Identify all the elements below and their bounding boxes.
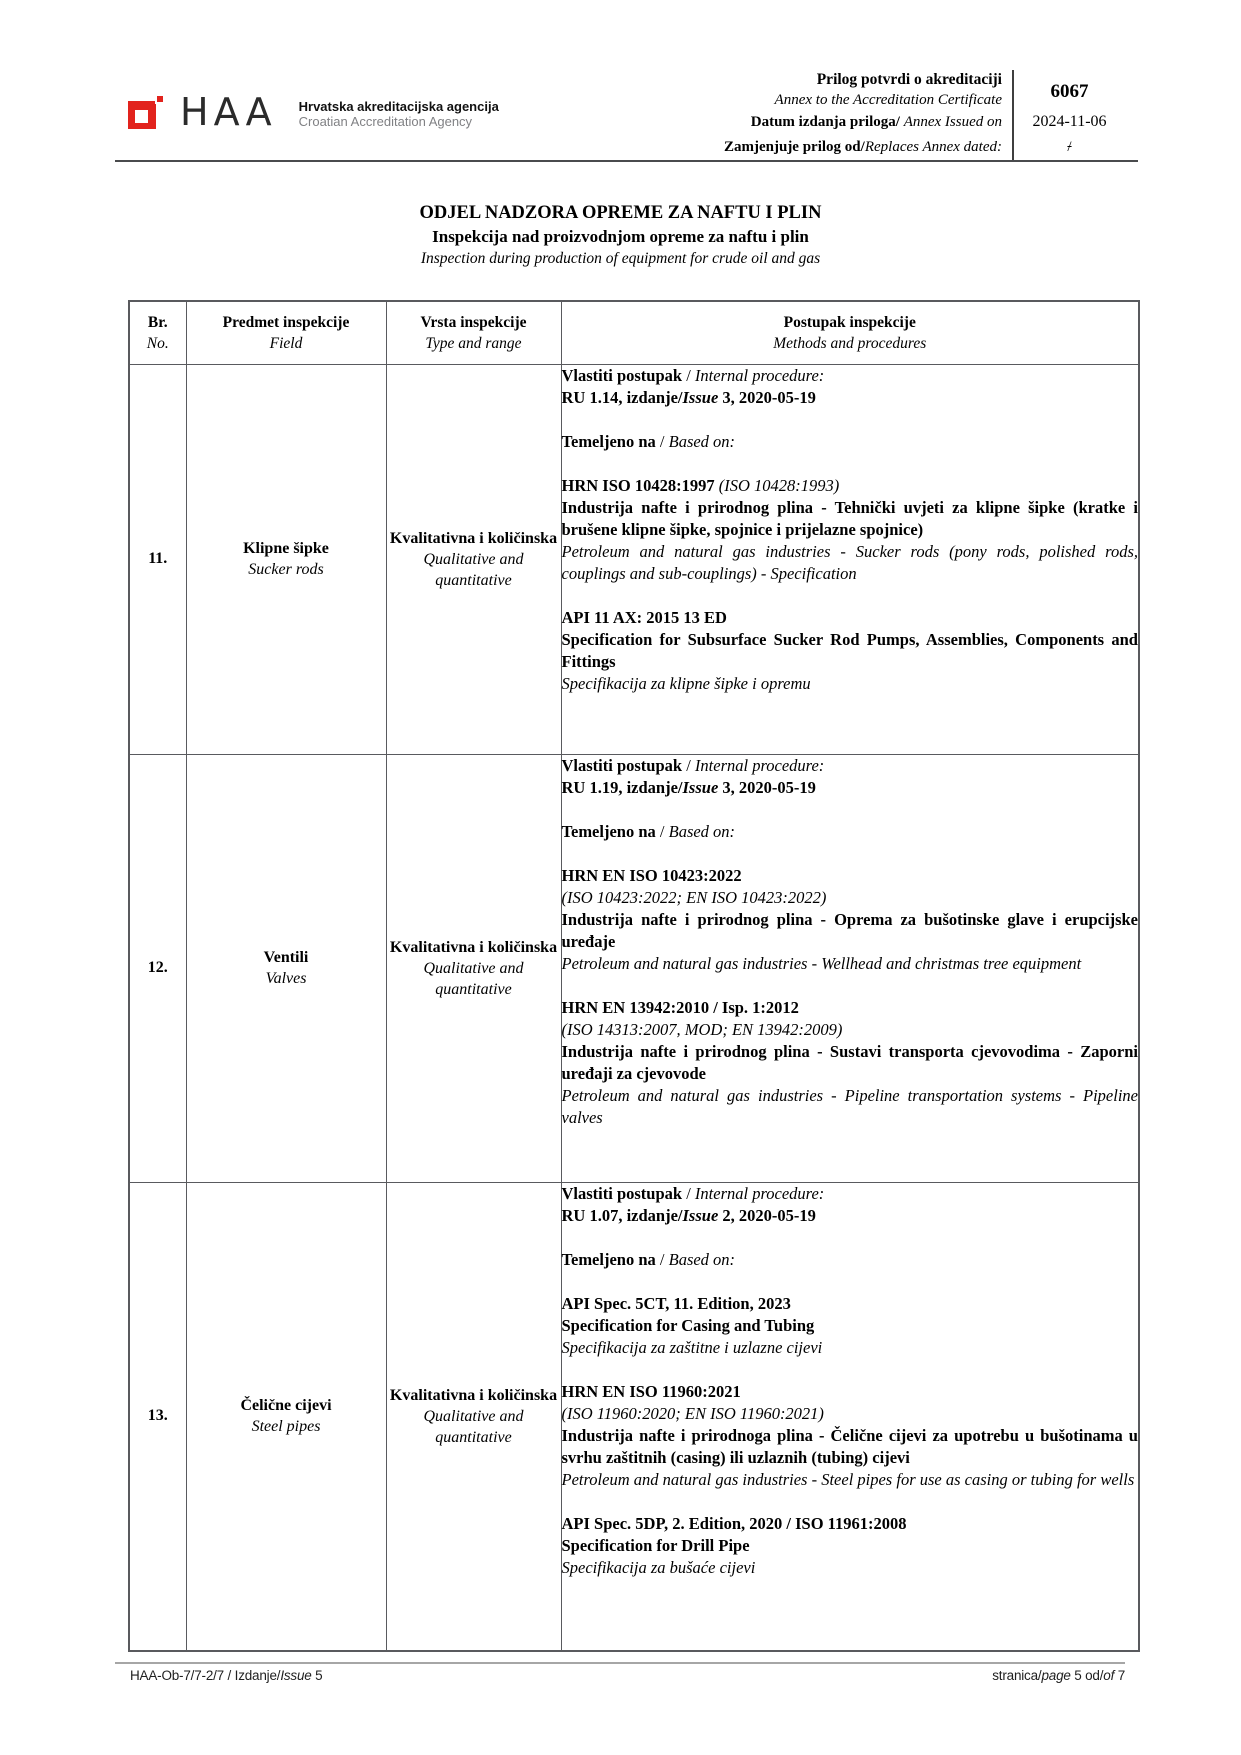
replaces-label-en: Replaces Annex dated: [864,139,1002,155]
procedure-line [562,1085,1139,1129]
text-segment: API Spec. 5CT, 11. Edition, 2023 [561,1293,791,1313]
text-segment: RU 1.19, izdanje/ [561,777,683,797]
logo-acronym: HAA [180,90,277,134]
text-segment: 5 [311,1668,323,1683]
field-name-hr: Čelične cijevi [240,1397,332,1415]
title-scope-hr: Inspekcija nad proizvodnjom opreme za naftu i plin [432,227,809,246]
text-segment: / [682,1183,695,1203]
type-cell [386,754,561,1182]
inspection-type-hr: Kvalitativna i količinska [389,1386,558,1404]
text-segment: RU 1.07, izdanje/ [561,1205,683,1225]
procedure-line [562,431,1139,453]
annex-issued-date: 2024-11-06 [1032,113,1107,130]
field-name-hr: Klipne šipke [243,540,329,557]
header-field-values [1012,70,1125,162]
table-row [129,364,1139,754]
annex-number: 6067 [1050,81,1089,102]
text-segment: Industrija nafte i prirodnog plina - Tehnički uvjeti za klipne šipke (kratke i brušene klipne šipke, spojnice i prijelazne spojnice) [561,497,1138,539]
column-header-number: Br. No. [129,301,186,364]
text-segment: Vlastiti postupak [561,755,683,775]
procedure-line [562,1183,1139,1205]
text-segment: page [1041,1668,1071,1683]
field-name-en: Sucker rods [248,561,324,578]
issued-label-hr: Datum izdanja priloga [750,114,896,130]
procedure-line [562,1019,1139,1041]
table-row [129,754,1139,1182]
replaces-annex-value: / [1067,139,1072,155]
field-name-hr: Ventili [263,949,309,966]
text-segment: Industrija nafte i prirodnog plina - Oprema za bušotinske glave i erupcijske uređaje [561,909,1138,951]
agency-name-hr: Hrvatska akreditacijska agencija [298,99,499,114]
text-segment: 5 od/ [1070,1668,1104,1683]
procedure-line [562,1381,1139,1403]
text-segment: 3, 2020-05-19 [718,387,816,407]
header-fields [560,70,1125,162]
inspection-type-en: Qualitative and quantitative [423,959,524,998]
field-name-en: Steel pipes [251,1418,321,1436]
agency-name-en: Croatian Accreditation Agency [298,114,473,129]
inspection-type-en: Qualitative and quantitative [423,1407,524,1446]
text-segment: HAA-Ob-7/7-2/7 / Izdanje/ [130,1668,281,1683]
text-segment: Industrija nafte i prirodnoga plina - Čelične cijevi za upotrebu u bušotinama u svrhu zaštitnih (casing) ili uzlaznih (tubing) cijevi [561,1425,1138,1467]
replaces-label-hr: Zamjenjuje prilog od [723,139,861,155]
procedure-line [562,1315,1139,1337]
procedure-blank-line [562,799,1139,821]
type-cell [386,1182,561,1651]
procedure-line [562,365,1139,387]
inspection-type-en: Qualitative and quantitative [423,550,524,589]
text-segment: Temeljeno na [561,1249,656,1269]
text-segment: Issue [682,387,719,407]
procedure-blank-line [562,1227,1139,1249]
text-segment: Specifikacija za klipne šipke i opremu [561,673,811,693]
procedure-line [562,1293,1139,1315]
issued-label [560,110,1002,134]
text-segment: Petroleum and natural gas industries - Steel pipes for use as casing or tubing for wells [561,1469,1135,1489]
text-segment: Specifikacija za zaštitne i uzlazne cijevi [561,1337,823,1357]
text-segment: Specification for Drill Pipe [561,1535,750,1555]
logo-inner-square [135,110,148,123]
text-segment: / [655,821,669,841]
footer-doc-code [130,1668,322,1683]
table-row [129,1182,1139,1651]
title-scope-en: Inspection during production of equipment for crude oil and gas [420,250,821,267]
text-segment: Based on: [668,1249,736,1269]
procedure-line [562,1205,1139,1227]
footer-divider-rule [115,1662,1125,1664]
text-segment: HRN EN 13942:2010 / Isp. 1:2012 [561,997,799,1017]
text-segment: / [682,755,695,775]
field-cell [186,1182,386,1651]
text-segment: HRN EN ISO 11960:2021 [561,1381,741,1401]
procedure-blank-line [562,453,1139,475]
procedure-line [562,909,1139,953]
text-segment: (ISO 11960:2020; EN ISO 11960:2021) [561,1403,824,1423]
text-segment: (ISO 10428:1993) [718,475,840,495]
procedure-line [562,821,1139,843]
replaces-label [560,134,1002,160]
row-number: 12. [129,754,186,1182]
procedure-line [562,673,1139,695]
type-cell [386,364,561,754]
text-segment: Vlastiti postupak [561,365,683,385]
text-segment: Temeljeno na [561,821,656,841]
field-cell [186,754,386,1182]
procedure-line [562,777,1139,799]
logo-corner-square [155,96,163,104]
text-segment: Petroleum and natural gas industries - Wellhead and christmas tree equipment [561,953,1082,973]
procedure-line [562,1513,1139,1535]
text-segment: Based on: [668,821,736,841]
procedure-line [562,497,1139,541]
title-department: ODJEL NADZORA OPREME ZA NAFTU I PLIN [419,203,822,223]
procedure-line [562,387,1139,409]
procedure-line [562,607,1139,629]
inspection-type-hr: Kvalitativna i količinska [389,938,558,956]
text-segment: Vlastiti postupak [561,1183,683,1203]
procedure-blank-line [562,975,1139,997]
logo-names [299,99,499,129]
procedure-line [562,1041,1139,1085]
text-segment: (ISO 14313:2007, MOD; EN 13942:2009) [561,1019,843,1039]
procedure-line [562,541,1139,585]
row-number: 11. [129,364,186,754]
column-header-procedure: Postupak inspekcije Methods and procedures [561,301,1139,364]
text-segment: Specification for Subsurface Sucker Rod Pumps, Assemblies, Components and Fittings [561,629,1138,671]
annex-label-hr: Prilog potvrdi o akreditaciji [816,71,1002,88]
text-segment: Internal procedure: [694,755,825,775]
procedure-line [562,1557,1139,1579]
row-number: 13. [129,1182,186,1651]
text-segment: Issue [682,1205,719,1225]
procedure-line [562,1403,1139,1425]
text-segment: API 11 AX: 2015 13 ED [561,607,727,627]
column-header-type: Vrsta inspekcije Type and range [386,301,561,364]
field-cell [186,364,386,754]
text-segment: RU 1.14, izdanje/ [561,387,683,407]
text-segment: of [1103,1668,1115,1683]
header-field-labels [560,70,1012,162]
procedure-line [562,755,1139,777]
text-segment: Based on: [668,431,736,451]
text-segment: Specifikacija za bušaće cijevi [561,1557,756,1577]
text-segment: Internal procedure: [694,1183,825,1203]
procedure-line [562,1425,1139,1469]
inspection-table [128,300,1140,1652]
text-segment: Petroleum and natural gas industries - Pipeline transportation systems - Pipeline valves [561,1085,1138,1127]
procedure-blank-line [562,1271,1139,1293]
text-segment: / [655,431,669,451]
issued-label-en: Annex Issued on [903,114,1002,130]
footer-page-number [992,1668,1125,1683]
text-segment: 2, 2020-05-19 [718,1205,816,1225]
procedure-blank-line [562,409,1139,431]
haa-logo-icon [128,96,164,132]
procedure-line [562,887,1139,909]
procedure-blank-line [562,1491,1139,1513]
procedure-line [562,953,1139,975]
text-segment: / [655,1249,669,1269]
inspection-type-hr: Kvalitativna i količinska [389,529,558,547]
procedure-cell [561,754,1139,1182]
procedure-line [562,475,1139,497]
procedure-blank-line [562,1359,1139,1381]
procedure-line [562,1249,1139,1271]
text-segment: Specification for Casing and Tubing [561,1315,815,1335]
procedure-line [562,1535,1139,1557]
procedure-line [562,997,1139,1019]
field-name-en: Valves [265,970,307,987]
text-segment: Temeljeno na [561,431,656,451]
procedure-cell [561,364,1139,754]
procedure-line [562,1469,1139,1491]
text-segment: Internal procedure: [694,365,825,385]
procedure-blank-line [562,585,1139,607]
page-footer [130,1668,1125,1683]
text-segment: 3, 2020-05-19 [718,777,816,797]
text-segment: Issue [682,777,719,797]
text-segment: 7 [1114,1668,1125,1683]
issued-label-separator: / [895,114,904,130]
text-segment: stranica/ [992,1668,1042,1683]
text-segment: / [682,365,695,385]
header-divider-rule [115,160,1138,162]
inspection-table-body [129,364,1139,1651]
column-header-field: Predmet inspekcije Field [186,301,386,364]
document-title [0,201,1241,270]
procedure-line [562,1337,1139,1359]
text-segment: Petroleum and natural gas industries - Sucker rods (pony rods, polished rods, couplings and sub-couplings) - Specification [561,541,1138,583]
header-logo [128,90,499,132]
text-segment: HRN ISO 10428:1997 [561,475,715,495]
text-segment: Issue [280,1668,312,1683]
procedure-line [562,865,1139,887]
text-segment: API Spec. 5DP, 2. Edition, 2020 / ISO 11961:2008 [561,1513,907,1533]
annex-label-en: Annex to the Accreditation Certificate [774,92,1002,108]
text-segment: HRN EN ISO 10423:2022 [561,865,742,885]
replaces-label-separator: / [860,139,865,155]
procedure-blank-line [562,843,1139,865]
text-segment: (ISO 10423:2022; EN ISO 10423:2022) [561,887,827,907]
procedure-cell [561,1182,1139,1651]
procedure-line [562,629,1139,673]
table-header-row [129,301,1139,364]
text-segment: Industrija nafte i prirodnog plina - Sustavi transporta cjevovodima - Zaporni uređaji za cjevovode [561,1041,1138,1083]
